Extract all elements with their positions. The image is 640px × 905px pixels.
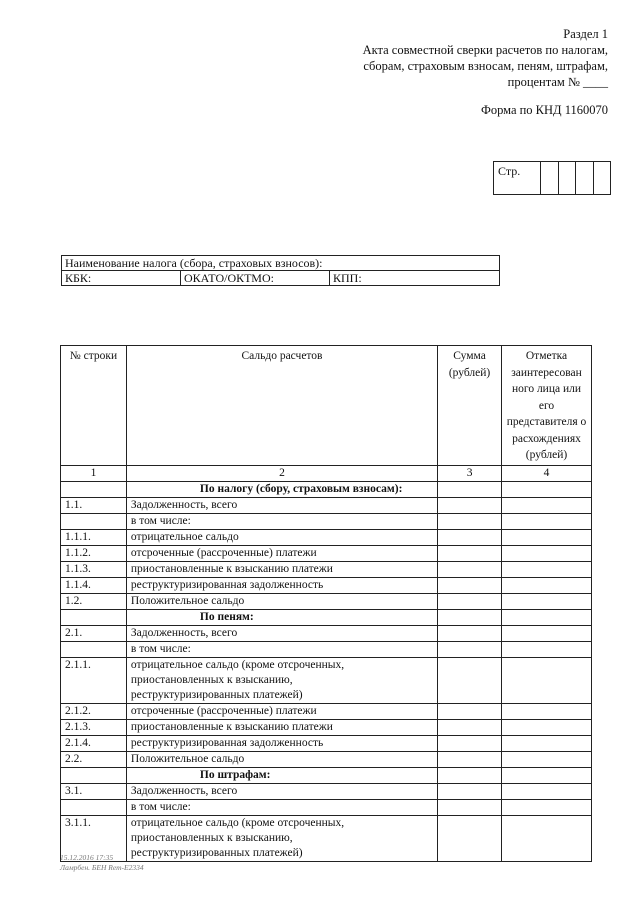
table-row [61, 752, 592, 768]
amount-cell[interactable] [438, 658, 502, 704]
row-label: в том числе: [126, 642, 437, 658]
okato-oktmo-field[interactable]: ОКАТО/ОКТМО: [181, 271, 330, 286]
row-number [61, 482, 127, 498]
discrepancy-cell[interactable] [502, 658, 592, 704]
amount-cell[interactable] [438, 530, 502, 546]
row-label: приостановленные к взысканию платежи [126, 562, 437, 578]
row-number: 3.1.1. [61, 816, 127, 862]
amount-cell[interactable] [438, 546, 502, 562]
print-stamp [60, 853, 144, 873]
tax-name-field[interactable]: Наименование налога (сбора, страховых взносов): [62, 256, 500, 271]
amount-cell[interactable] [438, 768, 502, 784]
act-title-line-3: процентам № ____ [507, 75, 608, 89]
discrepancy-cell[interactable] [502, 736, 592, 752]
row-number: 3.1. [61, 784, 127, 800]
amount-cell[interactable] [438, 816, 502, 862]
discrepancy-cell[interactable] [502, 720, 592, 736]
amount-cell[interactable] [438, 642, 502, 658]
table-row [61, 546, 592, 562]
tax-info-table [61, 255, 500, 286]
table-row [61, 514, 592, 530]
discrepancy-cell[interactable] [502, 546, 592, 562]
table-row [61, 658, 592, 704]
row-number: 1.1.4. [61, 578, 127, 594]
row-label: отрицательное сальдо (кроме отсроченных, приостановленных к взысканию, реструктуризированных платежей) [126, 658, 437, 704]
table-row [61, 610, 592, 626]
discrepancy-cell[interactable] [502, 752, 592, 768]
row-number [61, 800, 127, 816]
page-label: Стр. [494, 162, 541, 195]
discrepancy-cell[interactable] [502, 768, 592, 784]
print-timestamp: 15.12.2016 17:35 [60, 853, 114, 862]
table-row [61, 800, 592, 816]
section-heading: По налогу (сбору, страховым взносам): [126, 482, 437, 498]
amount-cell[interactable] [438, 562, 502, 578]
column-number: 1 [61, 466, 127, 482]
discrepancy-cell[interactable] [502, 626, 592, 642]
row-number [61, 768, 127, 784]
table-row [61, 736, 592, 752]
amount-cell[interactable] [438, 498, 502, 514]
row-label: Задолженность, всего [126, 784, 437, 800]
row-label: отсроченные (рассроченные) платежи [126, 546, 437, 562]
act-title-line-2: сборам, страховым взносам, пеням, штрафам, [363, 59, 608, 73]
row-label: Задолженность, всего [126, 498, 437, 514]
amount-cell[interactable] [438, 784, 502, 800]
table-body [61, 482, 592, 862]
row-number: 2.1. [61, 626, 127, 642]
amount-cell[interactable] [438, 752, 502, 768]
column-number: 2 [126, 466, 437, 482]
discrepancy-cell[interactable] [502, 498, 592, 514]
print-reference: Ламрбен. БЕН Rem-E2334 [60, 863, 144, 872]
row-number: 1.1.1. [61, 530, 127, 546]
row-number: 2.1.3. [61, 720, 127, 736]
table-row [61, 562, 592, 578]
discrepancy-cell[interactable] [502, 800, 592, 816]
table-row [61, 482, 592, 498]
discrepancy-cell[interactable] [502, 578, 592, 594]
column-number: 4 [502, 466, 592, 482]
row-label: реструктуризированная задолженность [126, 736, 437, 752]
kpp-field[interactable]: КПП: [330, 271, 500, 286]
page-number-box [493, 161, 611, 195]
row-label: в том числе: [126, 514, 437, 530]
section-heading: По штрафам: [126, 768, 437, 784]
table-row [61, 768, 592, 784]
amount-cell[interactable] [438, 482, 502, 498]
discrepancy-cell[interactable] [502, 562, 592, 578]
form-code: Форма по КНД 1160070 [480, 103, 608, 117]
discrepancy-cell[interactable] [502, 594, 592, 610]
row-number [61, 642, 127, 658]
table-row [61, 642, 592, 658]
row-label: Положительное сальдо [126, 594, 437, 610]
header-amount: Сумма (рублей) [438, 346, 502, 466]
header-row-number: № строки [61, 346, 127, 466]
amount-cell[interactable] [438, 626, 502, 642]
header-settlement: Сальдо расчетов [126, 346, 437, 466]
page-digit-cell[interactable] [541, 162, 559, 195]
page-digit-cell[interactable] [593, 162, 611, 195]
row-label: Положительное сальдо [126, 752, 437, 768]
discrepancy-cell[interactable] [502, 482, 592, 498]
page-digit-cell[interactable] [576, 162, 594, 195]
page-digit-cell[interactable] [558, 162, 576, 195]
discrepancy-cell[interactable] [502, 784, 592, 800]
row-number: 1.1. [61, 498, 127, 514]
row-number [61, 514, 127, 530]
column-number: 3 [438, 466, 502, 482]
table-row [61, 498, 592, 514]
row-label: в том числе: [126, 800, 437, 816]
row-number: 2.1.4. [61, 736, 127, 752]
discrepancy-cell[interactable] [502, 816, 592, 862]
amount-cell[interactable] [438, 514, 502, 530]
amount-cell[interactable] [438, 578, 502, 594]
section-heading: По пеням: [126, 610, 437, 626]
amount-cell[interactable] [438, 704, 502, 720]
amount-cell[interactable] [438, 800, 502, 816]
header-discrepancy-mark: Отметка заинтересован ного лица или его представителя о расхождениях (рублей) [502, 346, 592, 466]
table-row [61, 720, 592, 736]
row-number [61, 610, 127, 626]
settlement-table [60, 345, 592, 862]
row-number: 1.1.3. [61, 562, 127, 578]
row-number: 2.1.1. [61, 658, 127, 704]
amount-cell[interactable] [438, 720, 502, 736]
row-number: 2.1.2. [61, 704, 127, 720]
table-row [61, 704, 592, 720]
discrepancy-cell[interactable] [502, 642, 592, 658]
kbk-field[interactable]: КБК: [62, 271, 181, 286]
row-label: отрицательное сальдо (кроме отсроченных, приостановленных к взысканию, реструктуризированных платежей) [126, 816, 437, 862]
row-label: отсроченные (рассроченные) платежи [126, 704, 437, 720]
row-label: приостановленные к взысканию платежи [126, 720, 437, 736]
act-title-line-1: Акта совместной сверки расчетов по налогам, [362, 43, 608, 57]
row-label: отрицательное сальдо [126, 530, 437, 546]
section-header [363, 26, 608, 90]
row-label: Задолженность, всего [126, 626, 437, 642]
row-number: 2.2. [61, 752, 127, 768]
table-row [61, 594, 592, 610]
row-label: реструктуризированная задолженность [126, 578, 437, 594]
table-row [61, 530, 592, 546]
amount-cell[interactable] [438, 736, 502, 752]
table-row [61, 784, 592, 800]
table-row [61, 578, 592, 594]
amount-cell[interactable] [438, 594, 502, 610]
discrepancy-cell[interactable] [502, 704, 592, 720]
table-row [61, 626, 592, 642]
row-number: 1.1.2. [61, 546, 127, 562]
row-number: 1.2. [61, 594, 127, 610]
discrepancy-cell[interactable] [502, 610, 592, 626]
amount-cell[interactable] [438, 610, 502, 626]
discrepancy-cell[interactable] [502, 530, 592, 546]
section-title: Раздел 1 [563, 27, 608, 41]
discrepancy-cell[interactable] [502, 514, 592, 530]
